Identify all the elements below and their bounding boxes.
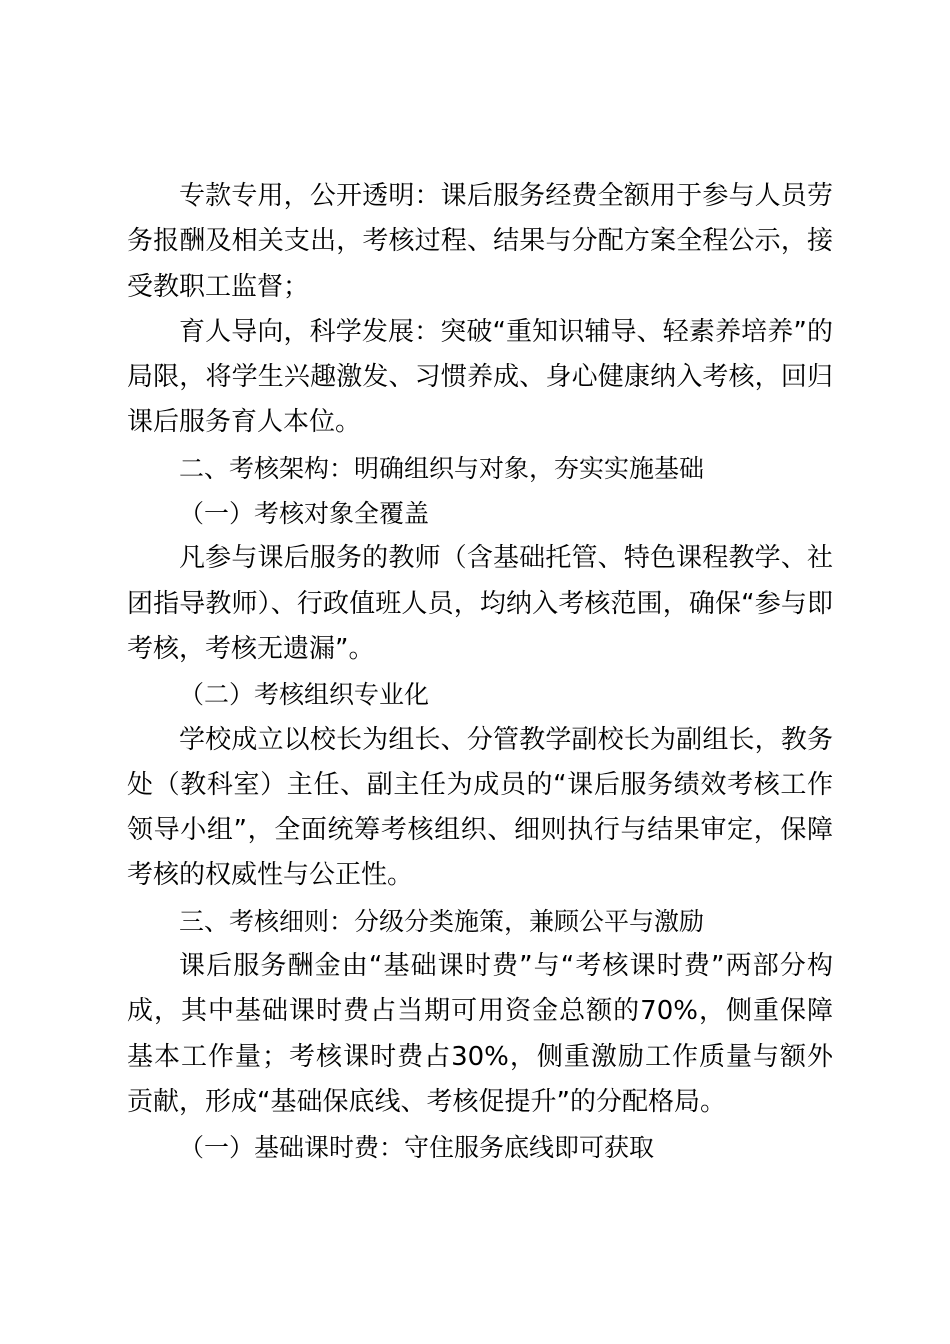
subheading-assessment-targets: （一）考核对象全覆盖 <box>179 499 430 529</box>
paragraph-education-oriented: 育人导向，科学发展：突破“重知识辅导、轻素养培养”的局限，将学生兴趣激发、习惯养成、身心健康纳入考核，回归课后服务育人本位。 <box>127 316 833 438</box>
subheading-basic-hour-fee: （一）基础课时费：守住服务底线即可获取 <box>179 1133 655 1163</box>
paragraph-special-funds: 专款专用，公开透明：课后服务经费全额用于参与人员劳务报酬及相关支出，考核过程、结果与分配方案全程公示，接受教职工监督； <box>127 181 833 302</box>
section-heading-assessment-structure: 二、考核架构：明确组织与对象，夯实实施基础 <box>179 453 705 483</box>
subheading-assessment-organization: （二）考核组织专业化 <box>179 680 430 710</box>
section-heading-assessment-rules: 三、考核细则：分级分类施策，兼顾公平与激励 <box>179 906 705 936</box>
document-body <box>127 174 833 1171</box>
paragraph-assessment-targets: 凡参与课后服务的教师（含基础托管、特色课程教学、社团指导教师）、行政值班人员，均纳入考核范围，确保“参与即考核，考核无遗漏”。 <box>127 543 833 664</box>
paragraph-assessment-organization: 学校成立以校长为组长、分管教学副校长为副组长，教务处（教科室）主任、副主任为成员的“课后服务绩效考核工作领导小组”，全面统筹考核组织、细则执行与结果审定，保障考核的权威性与公正性。 <box>127 724 833 891</box>
paragraph-remuneration-composition: 课后服务酬金由“基础课时费”与“考核课时费”两部分构成，其中基础课时费占当期可用资金总额的70%，侧重保障基本工作量；考核课时费占30%，侧重激励工作质量与额外贡献，形成“基础保底线、考核促提升”的分配格局。 <box>127 951 833 1117</box>
